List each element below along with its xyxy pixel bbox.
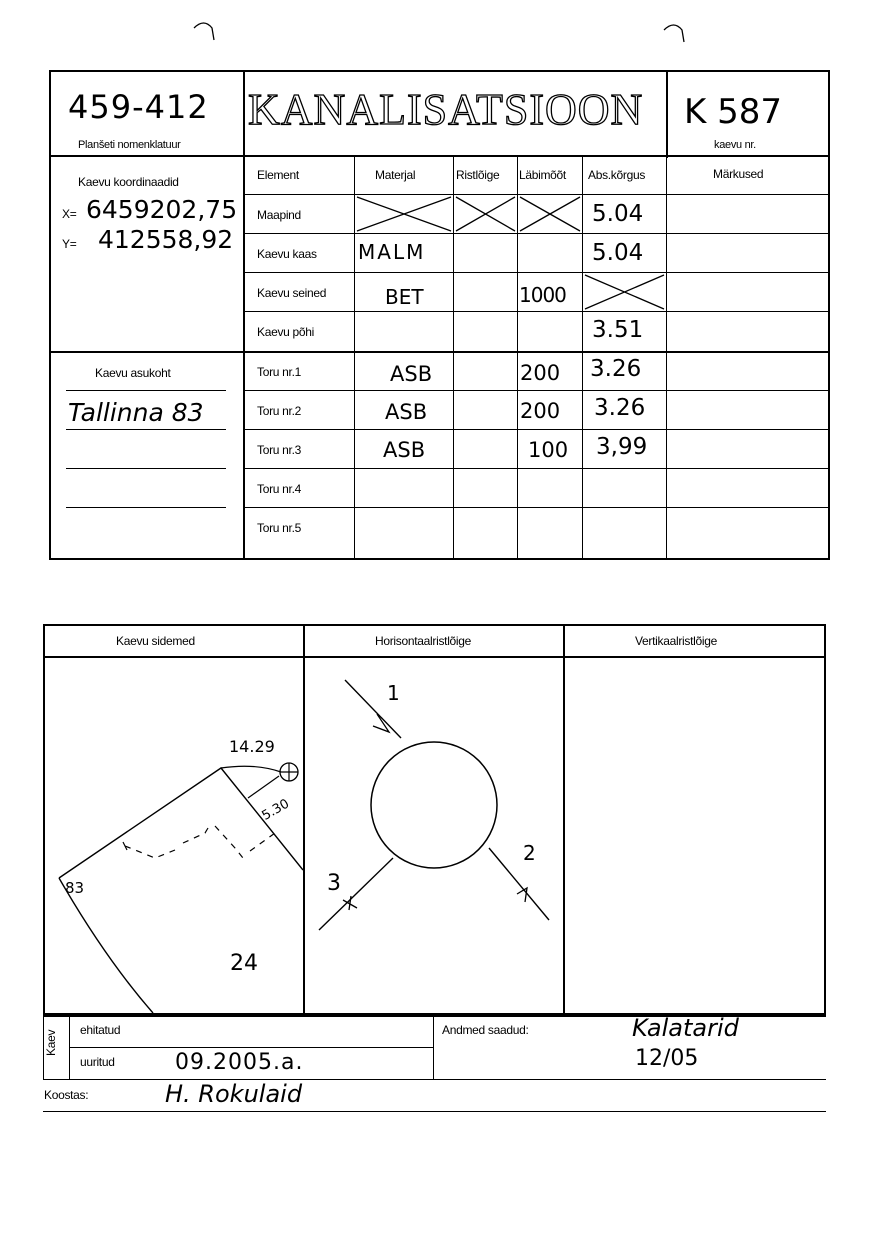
materjal-value: ASB [385, 400, 428, 424]
surveyed-value: 09.2005.a. [175, 1050, 304, 1075]
pipe-label-2: 2 [523, 841, 536, 865]
well-number-label: kaevu nr. [714, 139, 756, 151]
well-side-label: Kaev [44, 1029, 58, 1056]
x-prefix: X= [62, 207, 77, 221]
tie-distance-1: 14.29 [229, 737, 275, 756]
location-label: Kaevu asukoht [95, 366, 171, 380]
header-labimoot: Läbimõõt [519, 168, 566, 182]
materjal-value: BET [385, 285, 424, 309]
row-element: Kaevu põhi [257, 325, 315, 339]
abs-value: 3,99 [596, 434, 648, 460]
row-element: Toru nr.5 [257, 521, 301, 535]
materjal-value: MALM [358, 240, 426, 264]
sheet-number-label: Planšeti nomenklatuur [78, 139, 181, 151]
tie-distance-2: 5.30 [259, 796, 293, 824]
abs-value: 5.04 [592, 201, 644, 227]
y-coordinate: 412558,92 [98, 225, 234, 254]
location-value: Tallinna 83 [68, 398, 204, 427]
row-element: Toru nr.4 [257, 482, 301, 496]
horizontal-section-sketch [305, 658, 563, 1013]
header-abs-korgus: Abs.kõrgus [588, 168, 646, 182]
abs-value: 3.51 [592, 317, 644, 343]
labimoot-value: 200 [520, 399, 561, 423]
row-element: Kaevu seined [257, 286, 327, 300]
row-element: Kaevu kaas [257, 247, 317, 261]
crossed-cell [583, 273, 666, 311]
y-prefix: Y= [62, 237, 77, 251]
well-number: K 587 [684, 92, 782, 132]
well-ties-sketch [45, 658, 303, 1013]
row-element: Toru nr.2 [257, 404, 301, 418]
data-received-value: Kalatarid [632, 1014, 739, 1042]
labimoot-value: 1000 [519, 283, 566, 307]
built-label: ehitatud [80, 1023, 121, 1037]
crossed-cell [518, 195, 582, 233]
compiled-value: H. Rokulaid [165, 1080, 303, 1108]
pipe-label-1: 1 [387, 681, 400, 705]
ties-label: Kaevu sidemed [116, 634, 195, 648]
header-element: Element [257, 168, 299, 182]
header-ristloige: Ristlõige [456, 168, 500, 182]
abs-value: 3.26 [590, 356, 642, 382]
surveyed-label: uuritud [80, 1055, 115, 1069]
vertical-section-label: Vertikaalristlõige [635, 634, 717, 648]
header-markused: Märkused [713, 167, 764, 181]
header-materjal: Materjal [375, 168, 416, 182]
house-number-2: 24 [230, 951, 258, 976]
house-number-1: 83 [65, 879, 85, 897]
row-element: Maapind [257, 208, 301, 222]
form-title: KANALISATSIOON [248, 85, 644, 134]
materjal-value: ASB [383, 438, 426, 462]
data-received-date: 12/05 [635, 1046, 699, 1071]
abs-value: 3.26 [594, 395, 646, 421]
crossed-cell [355, 195, 453, 233]
x-coordinate: 6459202,75 [86, 195, 238, 224]
coordinates-label: Kaevu koordinaadid [78, 175, 179, 189]
row-element: Toru nr.1 [257, 365, 301, 379]
row-element: Toru nr.3 [257, 443, 301, 457]
crossed-cell [454, 195, 517, 233]
compiled-label: Koostas: [44, 1088, 89, 1102]
abs-value: 5.04 [592, 240, 644, 266]
horizontal-section-label: Horisontaalristlõige [375, 634, 472, 648]
labimoot-value: 200 [520, 361, 561, 385]
punch-mark-right [660, 20, 690, 46]
pipe-label-3: 3 [327, 871, 341, 896]
labimoot-value: 100 [528, 438, 569, 462]
data-received-label: Andmed saadud: [442, 1023, 529, 1037]
sheet-number: 459-412 [68, 88, 209, 126]
materjal-value: ASB [390, 362, 433, 386]
punch-mark-left [190, 18, 220, 44]
